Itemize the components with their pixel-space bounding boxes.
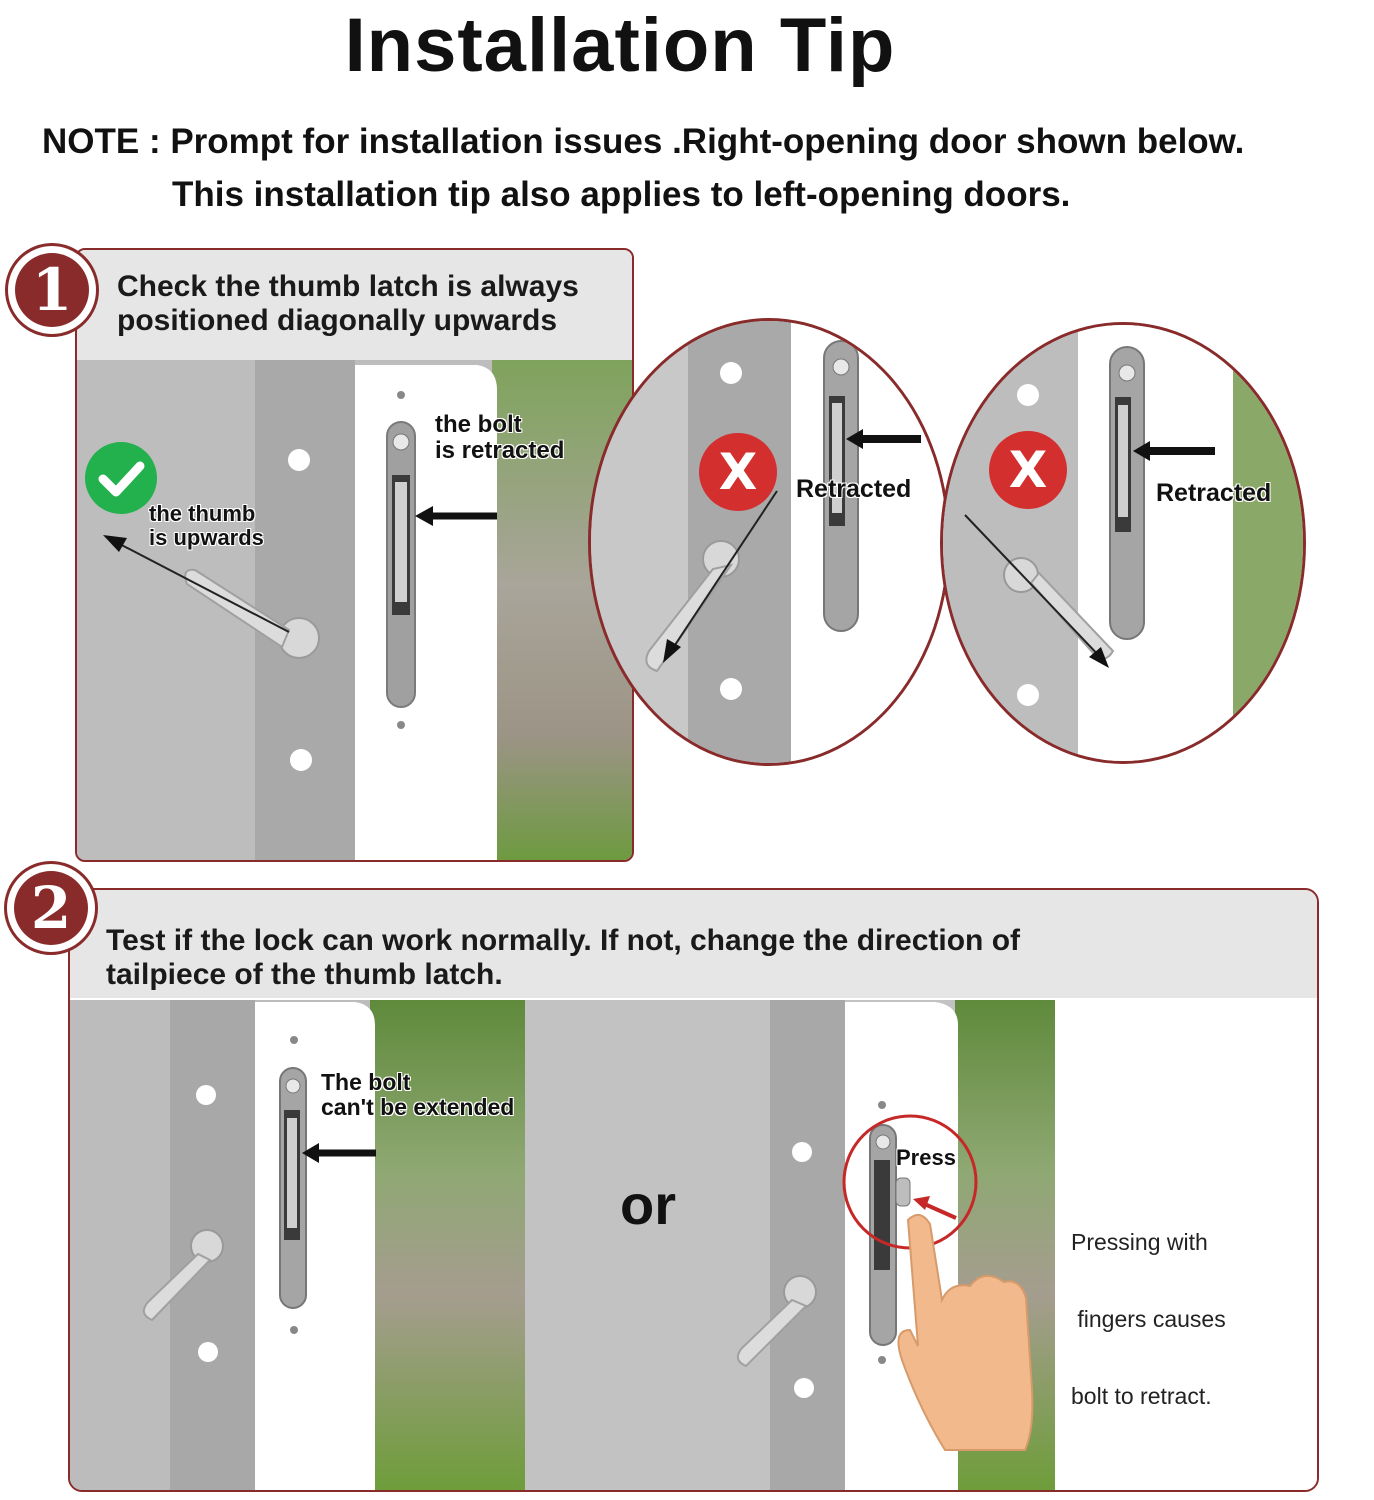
thumb-upwards-line-1: the thumb xyxy=(149,501,256,526)
step2-number: 2 xyxy=(14,871,88,945)
step2-number-badge xyxy=(4,861,98,955)
bolt-retracted-label xyxy=(435,412,564,465)
wrong-example-1 xyxy=(588,318,950,766)
wrong-example-2-illustration xyxy=(943,325,1303,761)
wrong-example-1-illustration xyxy=(591,321,947,763)
note-line-2: This installation tip also applies to left-opening doors. xyxy=(172,175,1071,214)
bolt-not-extended-line-1: The bolt xyxy=(321,1069,411,1095)
note-line-1: NOTE : Prompt for installation issues .Right-opening door shown below. xyxy=(42,122,1245,161)
step1-header-line-1: Check the thumb latch is always xyxy=(117,270,579,303)
thumb-upwards-line-2: is upwards xyxy=(149,525,264,551)
step2-panel xyxy=(68,888,1319,1492)
press-note-line-2: fingers causes xyxy=(1071,1305,1226,1332)
step2-header-line-2: tailpiece of the thumb latch. xyxy=(106,957,503,991)
bolt-retracted-line-1: the bolt xyxy=(435,411,522,438)
press-label: Press xyxy=(896,1145,956,1170)
step1-number-badge xyxy=(5,243,99,337)
x-icon: X xyxy=(989,431,1067,509)
wrong-example-2-label: Retracted xyxy=(1156,479,1272,507)
step1-header xyxy=(77,250,632,360)
or-label: or xyxy=(620,1173,676,1236)
bolt-not-extended-label xyxy=(321,1070,514,1121)
press-note-line-3: bolt to retract. xyxy=(1071,1383,1212,1409)
step1-number: 1 xyxy=(15,253,89,327)
bolt-not-extended-line-2: can't be extended xyxy=(321,1094,515,1121)
bolt-retracted-line-2: is retracted xyxy=(435,437,565,465)
step2-header xyxy=(70,890,1317,998)
x-icon: X xyxy=(699,433,777,511)
page-title: Installation Tip xyxy=(344,3,896,88)
check-icon xyxy=(85,442,157,514)
step2-header-line-1: Test if the lock can work normally. If not, change the direction of xyxy=(106,924,1021,957)
press-note xyxy=(1071,1178,1226,1461)
wrong-example-2 xyxy=(940,322,1306,764)
wrong-example-1-label: Retracted xyxy=(796,475,912,503)
press-note-line-1: Pressing with xyxy=(1071,1228,1208,1255)
thumb-upwards-label xyxy=(149,502,264,550)
step1-panel xyxy=(75,248,634,862)
step1-header-line-2: positioned diagonally upwards xyxy=(117,303,558,337)
